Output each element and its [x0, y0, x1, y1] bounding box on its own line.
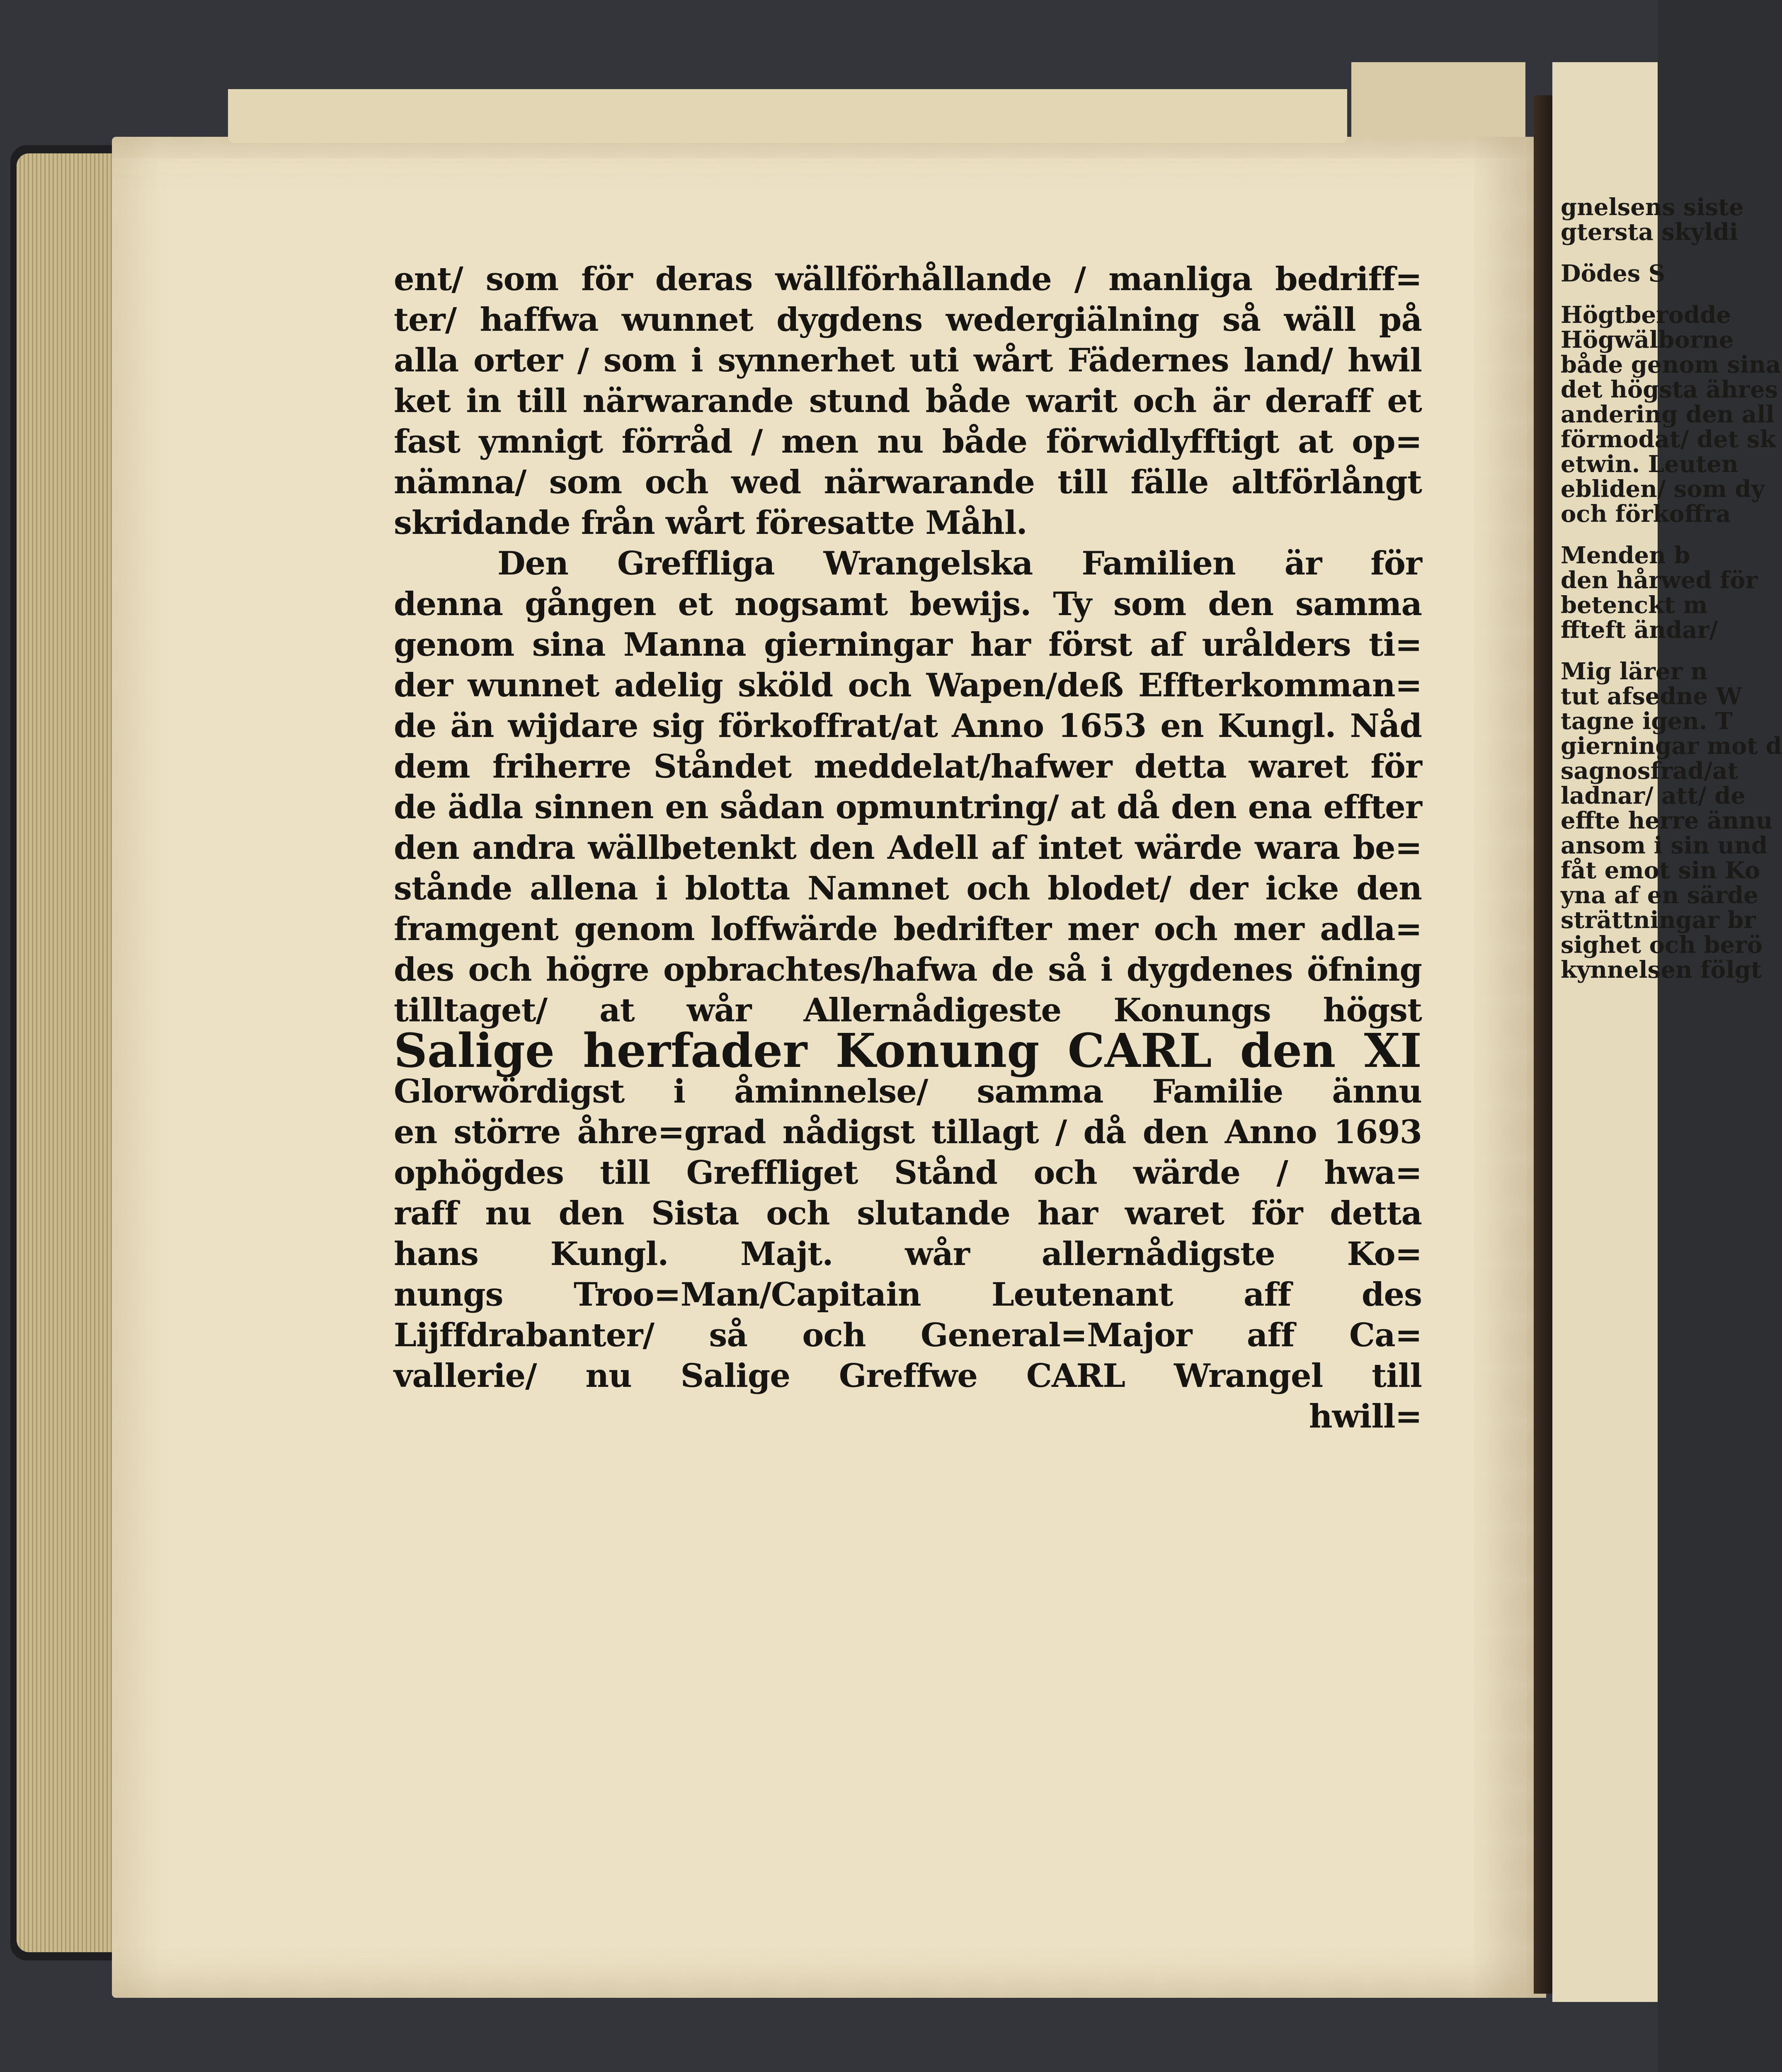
- text-line: ter/ haffwa wunnet dygdens wedergiälning så wäll på: [394, 301, 1422, 339]
- right-text-line: ebliden/ som dy: [1561, 475, 1765, 503]
- right-text-line: sighet och berö: [1561, 931, 1763, 959]
- text-line-large: Salige herfader Konung CARL den XI: [394, 1024, 1422, 1078]
- right-text-line: och förkoffra: [1561, 500, 1731, 528]
- right-text-line: tut afsedne W: [1561, 683, 1742, 710]
- right-text-line: strättningar br: [1561, 906, 1756, 934]
- text-line: den andra wällbetenkt den Adell af intet wärde wara be=: [394, 829, 1422, 867]
- right-text-line: gtersta skyldi: [1561, 218, 1738, 246]
- torn-page-top: [228, 89, 1347, 143]
- paragraph-start-line: Den Greffliga Wrangelska Familien är för: [497, 545, 1422, 582]
- right-text-line: ffteft ändar/: [1561, 616, 1718, 644]
- right-text-line: yna af en särde: [1561, 882, 1758, 909]
- right-text-line: betenckt m: [1561, 591, 1708, 619]
- text-line: genom sina Manna gierningar har först af urålders ti=: [394, 626, 1422, 664]
- catchword: hwill=: [1309, 1398, 1422, 1435]
- text-line: nämna/ som och wed närwarande till fälle altförlångt: [394, 463, 1422, 501]
- right-text-line: effte herre ännu: [1561, 807, 1773, 834]
- right-text-line: fåt emot sin Ko: [1561, 857, 1760, 884]
- right-text-line: kynnelsen fölgt: [1561, 956, 1762, 984]
- text-line: Lijffdrabanter/ så och General=Major aff Ca=: [394, 1316, 1422, 1354]
- text-line: raff nu den Sista och slutande har waret för detta: [394, 1195, 1422, 1232]
- right-text-line: gierningar mot d: [1561, 732, 1782, 760]
- text-line: des och högre opbrachtes/hafwa de så i dygdenes öfning: [394, 951, 1422, 989]
- page-text: [394, 259, 1422, 1437]
- text-line: nungs Troo=Man/Capitain Leutenant aff des: [394, 1276, 1422, 1313]
- right-text-line: andering den all: [1561, 401, 1775, 428]
- text-line: vallerie/ nu Salige Greffwe CARL Wrangel till: [394, 1357, 1422, 1395]
- right-text-line: tagne igen. T: [1561, 708, 1733, 735]
- right-text-line: förmodat/ det sk: [1561, 426, 1776, 453]
- text-line: framgent genom loffwärde bedrifter mer och mer adla=: [394, 910, 1422, 948]
- text-line: skridande från wårt föresatte Måhl.: [394, 504, 1027, 542]
- text-line: dem friherre Ståndet meddelat/hafwer detta waret för: [394, 748, 1422, 785]
- text-line: stånde allena i blotta Namnet och blodet/ der icke den: [394, 870, 1422, 907]
- right-text-line: Mig lärer n: [1561, 658, 1708, 685]
- text-line: ent/ som för deras wällförhållande / manliga bedriff=: [394, 260, 1422, 298]
- text-line: tilltaget/ at wår Allernådigeste Konungs högst: [394, 991, 1422, 1029]
- text-line: Glorwördigst i åminnelse/ samma Familie ännu: [394, 1073, 1422, 1110]
- right-text-line: den hårwed för: [1561, 567, 1758, 594]
- text-line: de ädla sinnen en sådan opmuntring/ at då den ena effter: [394, 788, 1422, 826]
- text-line: denna gången et nogsamt bewijs. Ty som den samma: [394, 585, 1422, 623]
- text-line: fast ymnigt förråd / men nu både förwidlyfftigt at op=: [394, 423, 1422, 460]
- text-line: en större åhre=grad nådigst tillagt / då den Anno 1693: [394, 1113, 1422, 1151]
- right-text-line: ansom i sin und: [1561, 832, 1767, 859]
- text-line: ket in till närwarande stund både warit och är deraff et: [394, 382, 1422, 420]
- right-text-line: Menden b: [1561, 542, 1690, 569]
- right-text-line: både genom sina: [1561, 351, 1781, 378]
- text-line: de än wijdare sig förkoffrat/at Anno 1653 en Kungl. Nåd: [394, 707, 1422, 745]
- text-line: der wunnet adelig sköld och Wapen/deß Effterkomman=: [394, 666, 1422, 704]
- text-line: alla orter / som i synnerhet uti wårt Fädernes land/ hwil: [394, 342, 1422, 379]
- right-text-line: ladnar/ att/ de: [1561, 782, 1746, 809]
- right-page-fragment: [1552, 62, 1782, 2002]
- right-text-line: gnelsens siste: [1561, 194, 1744, 221]
- text-line: hans Kungl. Majt. wår allernådigste Ko=: [394, 1235, 1422, 1273]
- right-text-line: det högsta ähres: [1561, 376, 1778, 403]
- right-text-line: Högwälborne: [1561, 326, 1734, 354]
- right-text-line: Dödes S: [1561, 260, 1666, 287]
- right-text-line: Högtberodde: [1561, 301, 1731, 329]
- right-text-line: etwin. Leuten: [1561, 451, 1738, 478]
- text-line: ophögdes till Greffliget Stånd och wärde / hwa=: [394, 1154, 1422, 1192]
- right-text-line: sagnosfrad/at: [1561, 757, 1738, 785]
